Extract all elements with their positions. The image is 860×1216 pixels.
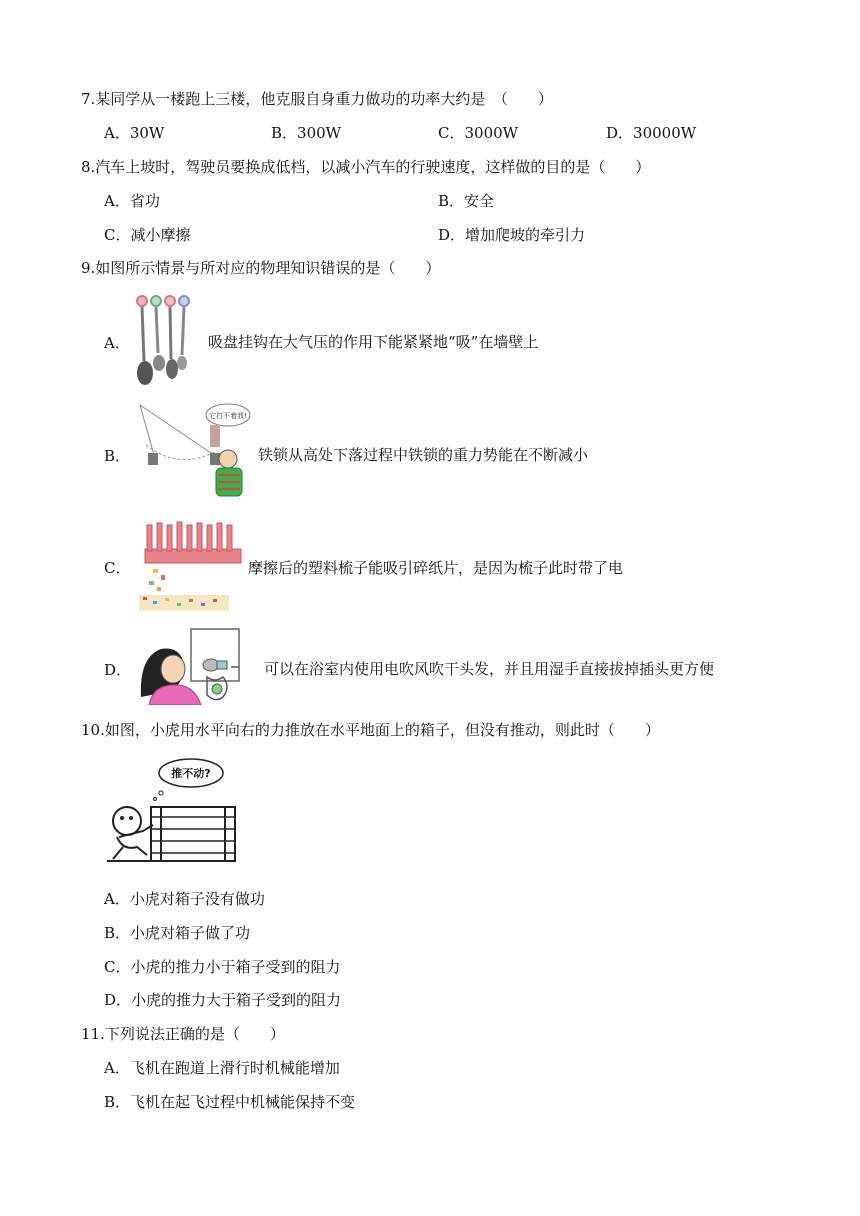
q11-option-a: A．飞机在跑道上滑行时机械能增加 bbox=[104, 1059, 340, 1077]
q10-option-b: B．小虎对箱子做了功 bbox=[104, 924, 251, 942]
q9-option-c-text: 摩擦后的塑料梳子能吸引碎纸片，是因为梳子此时带了电 bbox=[248, 559, 624, 577]
question-8-stem: 8.汽车上坡时，驾驶员要换成低档，以减小汽车的行驶速度，这样做的目的是（ ） bbox=[81, 158, 651, 176]
question-10-stem: 10.如图，小虎用水平向右的力推放在水平地面上的箱子，但没有推动，则此时（ ） bbox=[81, 721, 660, 739]
swinging-lock-picture bbox=[132, 401, 252, 503]
q7-option-a: A．30W bbox=[104, 124, 165, 142]
q9-option-a-letter: A． bbox=[104, 334, 130, 352]
q11-option-b: B．飞机在起飞过程中机械能保持不变 bbox=[104, 1093, 356, 1111]
q9-option-d-letter: D． bbox=[104, 661, 132, 679]
q10-option-a: A．小虎对箱子没有做功 bbox=[104, 890, 265, 908]
q8-option-c: C．减小摩擦 bbox=[104, 226, 191, 244]
kitchen-utensils-picture bbox=[130, 293, 198, 387]
q9-option-c-letter: C． bbox=[104, 559, 131, 577]
speech-bubble-text: 它打不着我! bbox=[209, 412, 247, 420]
q10-option-c: C．小虎的推力小于箱子受到的阻力 bbox=[104, 958, 341, 976]
q8-option-a: A．省功 bbox=[104, 192, 160, 210]
speech-bubble-text: 推不动? bbox=[171, 767, 211, 780]
question-11-stem: 11.下列说法正确的是（ ） bbox=[81, 1025, 285, 1043]
comb-picture bbox=[131, 519, 243, 615]
q9-option-d-text: 可以在浴室内使用电吹风吹干头发，并且用湿手直接拔掉插头更方便 bbox=[264, 660, 715, 678]
question-7-stem: 7.某同学从一楼跑上三楼，他克服自身重力做功的功率大约是 （ ） bbox=[81, 90, 553, 108]
q7-option-c: C．3000W bbox=[438, 124, 519, 142]
q8-option-d: D．增加爬坡的牵引力 bbox=[438, 226, 586, 244]
q9-option-b-letter: B． bbox=[104, 447, 131, 465]
pushing-box-picture bbox=[103, 755, 239, 867]
q9-option-b-text: 铁锁从高处下落过程中铁锁的重力势能在不断减小 bbox=[258, 446, 589, 464]
q7-option-b: B．300W bbox=[271, 124, 342, 142]
hair-dryer-picture bbox=[131, 627, 243, 705]
q9-option-a-text: 吸盘挂钩在大气压的作用下能紧紧地“吸”在墙壁上 bbox=[208, 333, 539, 351]
question-9-stem: 9.如图所示情景与所对应的物理知识错误的是（ ） bbox=[81, 259, 441, 277]
q10-option-d: D．小虎的推力大于箱子受到的阻力 bbox=[104, 991, 342, 1009]
q8-option-b: B．安全 bbox=[438, 192, 495, 210]
q7-option-d: D．30000W bbox=[606, 124, 697, 142]
